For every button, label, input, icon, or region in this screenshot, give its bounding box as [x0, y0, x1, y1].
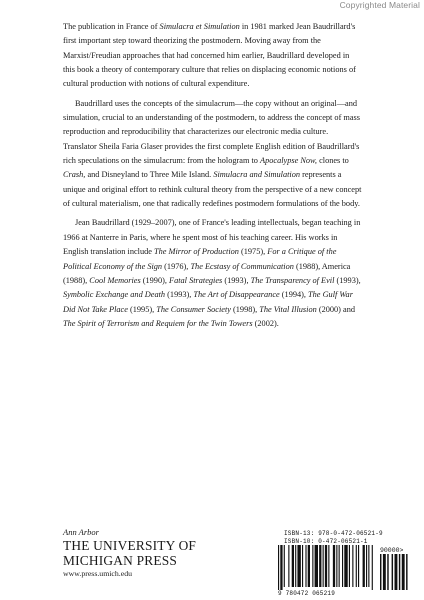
barcode-bar — [333, 545, 335, 587]
isbn-10-label: ISBN-10: 0-472-06521-1 — [284, 537, 368, 545]
isbn-labels — [284, 530, 383, 545]
body-text-run: (1990), — [140, 275, 170, 285]
barcode-bar — [366, 545, 367, 587]
ean-digits: 9 780472 065219 — [278, 590, 336, 597]
body-text-run: (1976), — [162, 261, 191, 271]
copyright-watermark: Copyrighted Material — [339, 0, 420, 10]
italic-title-text: The Spirit of Terrorism and Requiem for the Twin Towers — [63, 318, 253, 328]
body-text-run: (1993), — [222, 275, 251, 285]
barcode-bar — [305, 545, 306, 587]
barcode-bar — [358, 545, 359, 587]
body-text-run: (1994), — [279, 290, 309, 300]
italic-title-text: Crash, — [63, 170, 86, 180]
barcode-bar — [323, 545, 324, 587]
barcode-bar — [292, 545, 294, 587]
price-code: 90000> — [380, 547, 404, 554]
author-bio-paragraph — [63, 216, 363, 331]
barcode-bar — [325, 545, 327, 587]
italic-title-text: The Vital Illusion — [259, 304, 317, 314]
publisher-city: Ann Arbor — [63, 527, 99, 537]
body-text-run: (1995), — [127, 304, 157, 314]
blurb-paragraph-concepts — [63, 97, 363, 212]
barcode-image — [278, 545, 410, 590]
body-text-run: (1988), America (1988), — [63, 261, 351, 285]
body-text-run: (1993), — [165, 290, 194, 300]
barcode-bar — [349, 545, 350, 587]
barcode-bar — [297, 545, 300, 587]
barcode-addon-bar — [395, 554, 398, 590]
barcode-bar — [319, 545, 321, 587]
publisher-url: www.press.umich.edu — [63, 569, 133, 578]
barcode-addon-bar — [406, 554, 407, 590]
barcode-bar — [295, 545, 296, 587]
barcode-bar — [368, 545, 369, 587]
italic-title-text: The Mirror of Production — [154, 247, 239, 257]
barcode-bar — [288, 545, 289, 587]
italic-title-text: The Transparency of Evil — [250, 275, 335, 285]
barcode-addon-bar — [399, 554, 400, 590]
isbn-13-label: ISBN-13: 978-0-472-06521-9 — [284, 530, 383, 537]
body-text-run: Jean Baudrillard (1929–2007), one of France's leading intellectuals, began teaching in 1966 at Nanterre in Paris, where he spent most of his teaching career. His works in English translation include — [63, 218, 361, 257]
barcode-bar — [372, 545, 373, 590]
italic-title-text: Symbolic Exchange and Death — [63, 290, 166, 300]
barcode-bar — [280, 545, 282, 590]
italic-title-text: The Art of Disappearance — [193, 290, 280, 300]
barcode-addon-bar — [392, 554, 393, 590]
italic-title-text: The Gulf War Did Not Take Place — [63, 290, 353, 314]
italic-title-text: Simulacra et Simulation — [159, 22, 240, 31]
italic-title-text: Simulacra and Simulation — [213, 170, 300, 180]
barcode-bar — [339, 545, 340, 587]
blurb-paragraph-intro — [63, 20, 363, 92]
barcode-addon-bar — [387, 554, 388, 590]
barcode-bar — [363, 545, 365, 587]
barcode-bar — [284, 545, 285, 587]
publisher-name-line2: MICHIGAN PRESS — [63, 553, 178, 568]
italic-title-text: Fatal Strategies — [169, 275, 223, 285]
isbn-barcode-block — [278, 530, 410, 598]
body-text-run: (1998), — [230, 304, 260, 314]
italic-title-text: Cool Memories — [89, 275, 141, 285]
barcode-addon-bar — [380, 554, 381, 590]
body-text-run: and Disneyland to Three Mile Island. — [85, 170, 214, 180]
body-text-run: clones to — [317, 156, 349, 166]
publisher-name-line1: THE UNIVERSITY OF — [63, 538, 197, 553]
body-text-run: The publication in France of — [63, 22, 160, 31]
barcode-bar — [342, 545, 343, 587]
barcode-bar — [344, 545, 347, 587]
barcode-bar — [315, 545, 318, 587]
italic-title-text: The Ecstasy of Communication — [190, 261, 294, 271]
body-text-run: (2000) and — [316, 304, 355, 314]
barcode-bar — [352, 545, 353, 587]
barcode-bar — [336, 545, 337, 587]
barcode-bar — [312, 545, 313, 587]
body-text-run: (2002). — [252, 318, 279, 328]
blurb-text — [63, 20, 363, 336]
body-text-run: represents a unique and original effort to rethink cultural theory from the perspective of a new concept of cultural materialism, one that radically redefines postmodern formulations of the body. — [63, 170, 362, 209]
body-text-run: in 1981 marked Jean Baudrillard's first important step toward theorizing the postmodern. Moving away from the Marxist/Freudian approaches that had concerned him earlier, Baudrillard developed in this book a theory of contemporary culture that relies on displacing economic notions of cultural production with notions of cultural expenditure. — [63, 22, 356, 89]
publisher-block — [63, 527, 243, 579]
barcode-bar — [308, 545, 310, 587]
italic-title-text: For a Critique of the Political Economy of the Sign — [63, 247, 337, 271]
barcode-addon-bar — [402, 554, 405, 590]
barcode-addon-bar — [383, 554, 386, 590]
barcode-bar — [278, 545, 279, 590]
italic-title-text: Apocalypse Now, — [260, 156, 318, 166]
barcode-bar — [328, 545, 329, 587]
barcode-bar — [356, 545, 357, 587]
barcode-bar — [302, 545, 303, 587]
italic-title-text: The Consumer Society — [156, 304, 231, 314]
body-text-run: (1993), — [334, 275, 361, 285]
body-text-run: (1975), — [238, 247, 268, 257]
body-text-run: Baudrillard uses the concepts of the simulacrum—the copy without an original—and simulation, crucial to an understanding of the postmodern, to address the concept of mass reproduction and reproducibility that characterizes our electronic media culture. Translator Sheila Faria Glaser provides the first complete English edition of Baudrillard's rich speculations on the simulacrum: from the hologram to — [63, 98, 361, 166]
